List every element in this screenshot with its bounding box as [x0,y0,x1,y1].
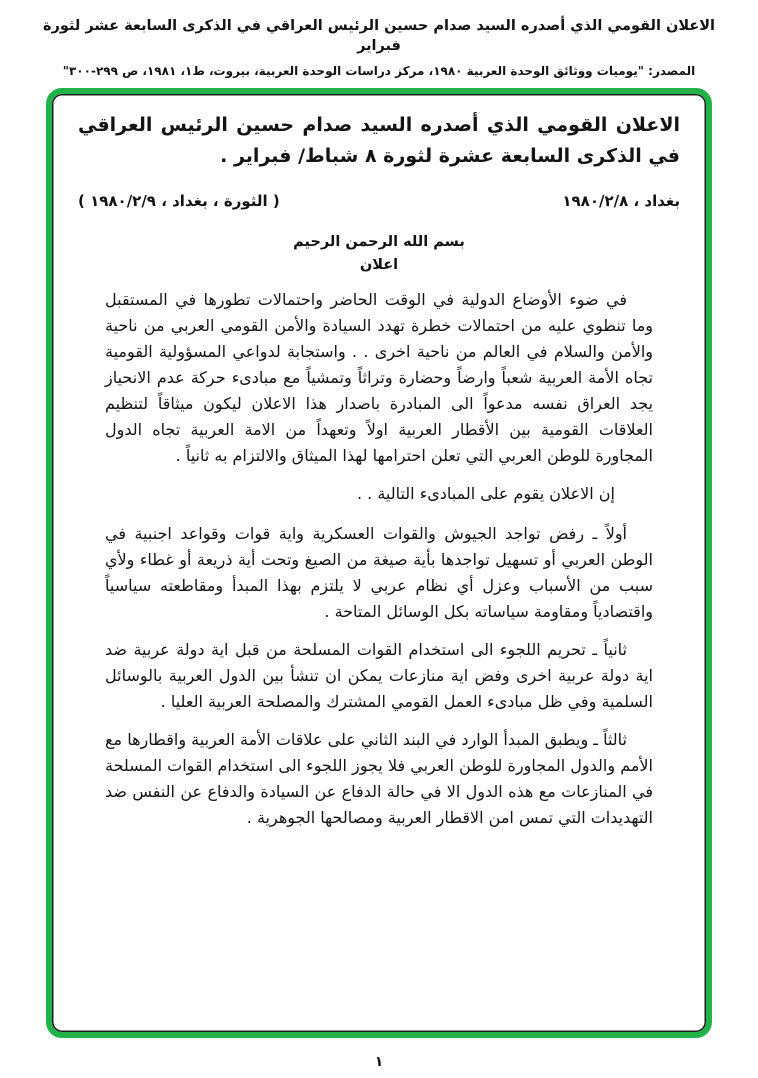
page-number: ١ [374,1054,384,1070]
dateline-place-date: بغداد ، ١٩٨٠/٢/٨ [562,192,680,210]
dateline-publication: ( الثورة ، بغداد ، ١٩٨٠/٢/٩ ) [78,192,280,210]
document-title: الاعلان القومي الذي أصدره السيد صدام حسين الرئيس العراقي في الذكرى السابعة عشرة لثورة ٨ شباط/ فبراير . [78,114,680,167]
declaration-heading: اعلان [359,257,399,273]
header-title: الاعلان القومي الذي أصدره السيد صدام حسين الرئيس العراقي في الذكرى السابعة عشر لثورة فبراير [42,18,716,54]
dateline [78,192,680,210]
document-body [105,287,653,831]
paragraph-third-principle: ثالثاً ـ ويطبق المبدأ الوارد في البند الثاني على علاقات الأمة العربية واقطارها مع الأمم والدول المجاورة للوطن العربي فلا يجوز اللجوء الى استخدام القوات المسلحة في المنازعات مع هذه الدول الا في حالة الدفاع عن السيادة والدفاع عن النفس ضد التهديدات التي تمس امن الاقطار العربية ومصالحها الجوهرية . [105,730,653,827]
page-header [0,0,758,78]
paragraph-intro: في ضوء الأوضاع الدولية في الوقت الحاضر واحتمالات تطورها في المستقبل وما تنطوي عليه من احتمالات خطرة تهدد السيادة والأمن القومي العربي من ناحية والأمن والسلام في العالم من ناحية اخرى . . واستجابة لدواعي المسؤولية القومية تجاه الأمة العربية شعباً وارضاً وحضارة وتراثاً وتمشياً مع مبادىء حركة عدم الانحياز يجد العراق نفسه مدعواً الى المبادرة باصدار هذا الاعلان ليكون ميثاقاً لتنظيم العلاقات القومية بين الأقطار العربية اولاً وتعهداً من الامة العربية تجاه الدول المجاورة للوطن العربي التي تعلن احترامها لهذا الميثاق والالتزام به ثانياً . [105,290,653,465]
paragraph-principles-lead: إن الاعلان يقوم على المبادىء التالية . . [356,484,615,503]
paragraph-second-principle: ثانياً ـ تحريم اللجوء الى استخدام القوات المسلحة من قبل اية دولة عربية ضد اية دولة عربية اخرى وفض اية منازعات يمكن ان تنشأ بين الدول العربية بالوسائل السلمية وفي ظل مبادىء العمل القومي المشترك والمصلحة العربية العليا . [105,640,653,711]
header-source: المصدر: "يوميات ووثائق الوحدة العربية ١٩٨٠، مركز دراسات الوحدة العربية، بيروت، ط١، ١٩٨١، ص ٢٩٩-٣٠٠" [62,64,696,78]
document-frame [46,88,712,1038]
basmala: بسم الله الرحمن الرحيم [293,234,465,250]
paragraph-first-principle: أولاً ـ رفض تواجد الجيوش والقوات العسكرية واية قوات وقواعد اجنبية في الوطن العربي أو تسهيل تواجدها بأية صيغة من الصيغ وتحت أية ذريعة أو غطاء ولأي سبب من الأسباب وعزل أي نظام عربي لا يلتزم بهذا المبدأ ومقاطعته سياسياً واقتصادياً ومقاومة سياساته بكل الوسائل المتاحة . [105,524,653,621]
